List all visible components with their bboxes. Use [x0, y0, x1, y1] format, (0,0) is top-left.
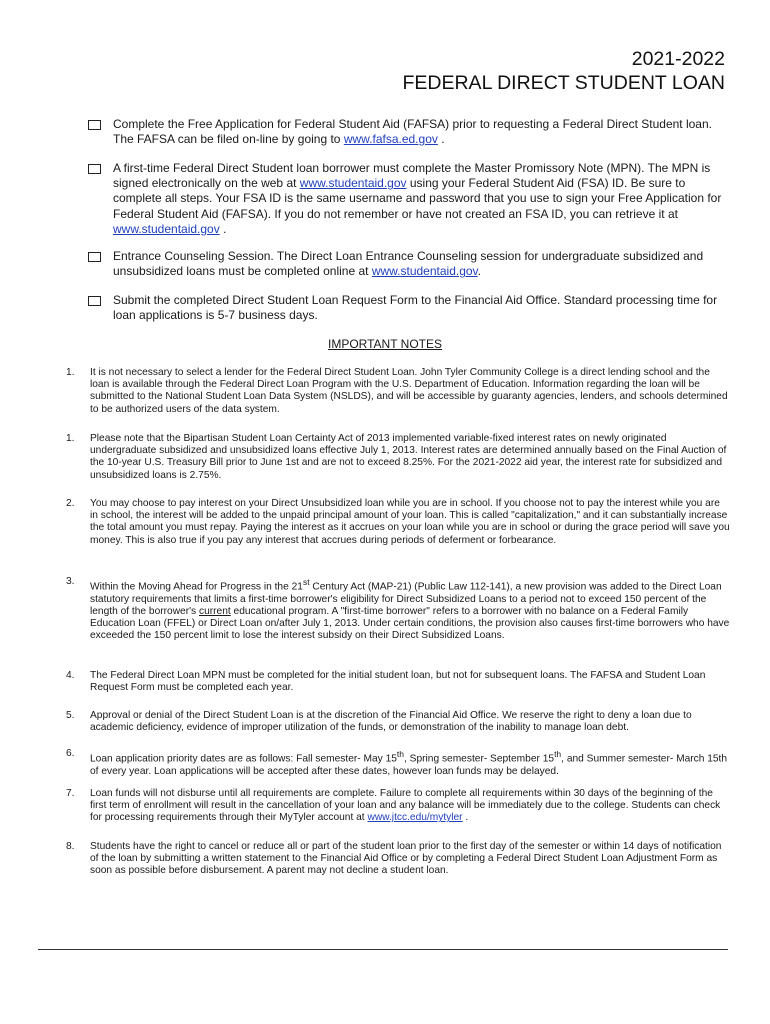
note-item: [66, 670, 730, 694]
document-header: [402, 47, 725, 95]
studentaid-link[interactable]: www.studentaid.gov: [299, 176, 407, 191]
note-text: Loan application priority dates are as follows: Fall semester- May 15th, Spring semester- September 15th, and Summer semester- March 15th of every year. Loan applications will be accepted after these dates, however loan funds may be delayed.: [90, 749, 728, 777]
note-number: 8.: [66, 841, 75, 852]
note-text: You may choose to pay interest on your Direct Unsubsidized loan while you are in school. If you choose not to pay the interest while you are in school, the interest will be added to the unpaid principal amount of your loan. This is called "capitalization," and it can substantially increase the total amount you must repay. Paying the interest as it accrues on your loan while you are in school or during the grace period will save you money. This is also true if you pay any interest that accrues during periods of deferment or forbearance.: [90, 498, 730, 546]
note-item: [66, 576, 730, 642]
note-item: [66, 367, 730, 416]
note-number: 3.: [66, 576, 75, 587]
note-number: 1.: [66, 367, 75, 378]
note-item: [66, 788, 730, 825]
request-form-checkbox[interactable]: [88, 296, 101, 306]
mpn-checkbox[interactable]: [88, 164, 101, 174]
studentaid-link[interactable]: www.studentaid.gov: [371, 264, 478, 279]
studentaid-link[interactable]: www.studentaid.gov: [113, 221, 220, 236]
note-number: 6.: [66, 748, 75, 759]
note-text: Please note that the Bipartisan Student Loan Certainty Act of 2013 implemented variable-fixed interest rates on newly originated undergraduate subsidized and unsubsidized loans effective July 1, 2013. Interest rates are determined annually based on the Final Auction of the 10-year U.S. Treasury Bill prior to June 1st and are not to exceed 8.25%. For the 2021-2022 aid year, the interest rate for subsidized and unsubsidized loans is 2.75%.: [90, 433, 727, 481]
note-number: 2.: [66, 498, 75, 509]
aid-year: 2021-2022: [631, 48, 725, 70]
checklist-item-request-form: [88, 293, 728, 323]
note-item: [66, 498, 730, 547]
note-text: Students have the right to cancel or reduce all or part of the student loan prior to the first day of the semester or within 14 days of notification of the loan by submitting a written statement to the Financial Aid Office or by completing a Federal Direct Student Loan Adjustment Form as soon as possible before disbursement. A parent may not decline a student loan.: [90, 841, 722, 877]
checklist-item-counseling: [88, 249, 728, 279]
note-item: [66, 748, 730, 778]
fafsa-checkbox[interactable]: [88, 120, 101, 130]
note-text: The Federal Direct Loan MPN must be completed for the initial student loan, but not for subsequent loans. The FAFSA and Student Loan Request Form must be completed each year.: [90, 670, 706, 694]
note-item: [66, 710, 730, 734]
checklist-text: Entrance Counseling Session. The Direct Loan Entrance Counseling session for undergraduate subsidized and unsubsidized loans must be completed online at www.studentaid.gov.: [113, 249, 704, 279]
checklist-item-mpn: [88, 161, 728, 237]
note-text: Loan funds will not disburse until all requirements are complete. Failure to complete all requirements within 30 days of the beginning of the first term of enrollment will result in the cancellation of your loan and any balance will be immediately due to the college. Students can check for processing requirements through their MyTyler account at www.jtcc.edu/mytyler .: [90, 788, 721, 824]
checklist-text: Complete the Free Application for Federal Student Aid (FAFSA) prior to requesting a Federal Direct Student loan. The FAFSA can be filed on-line by going to www.fafsa.ed.gov .: [113, 117, 712, 147]
note-text: Approval or denial of the Direct Student Loan is at the discretion of the Financial Aid Office. We reserve the right to deny a loan due to academic deficiency, evidence of improper utilization of the funds, or demonstration of the inability to manage loan debt.: [90, 710, 692, 734]
note-text: It is not necessary to select a lender for the Federal Direct Student Loan. John Tyler Community College is a direct lending school and the loan is available through the Federal Direct Loan Program with the U.S. Department of Education. Information regarding the loan will be submitted to the National Student Loan Data System (NSLDS), and will be accessible by guaranty agencies, lenders, and schools determined to be authorized users of the data system.: [90, 367, 728, 415]
note-item: [66, 433, 730, 482]
note-number: 4.: [66, 670, 75, 681]
important-notes-heading: IMPORTANT NOTES: [327, 337, 442, 351]
note-number: 7.: [66, 788, 75, 799]
checklist-text: A first-time Federal Direct Student loan borrower must complete the Master Promissory Note (MPN). The MPN is signed electronically on the web at www.studentaid.gov using your Federal Student Aid (FSA) ID. Be sure to complete all steps. Your FSA ID is the same username and password that you use to sign your Free Application for Federal Student Aid (FAFSA). If you do not remember or have not created an FSA ID, you can retrieve it at www.studentaid.gov .: [113, 161, 722, 236]
counseling-checkbox[interactable]: [88, 252, 101, 262]
note-text: Within the Moving Ahead for Progress in the 21st Century Act (MAP-21) (Public Law 112-141), a new provision was added to the Direct Loan statutory requirements that limits a first-time borrower's eligibility for Direct Subsidized Loans to a period not to exceed 150 percent of the length of the borrower's current educational program. A "first-time borrower" refers to a borrower with no balance on a Federal Family Education Loan (FFEL) or Direct Loan on/after July 1, 2013. Under certain conditions, the provision also causes first-time borrowers who have exceeded the 150 percent limit to lose the interest subsidy on their Direct Subsidized Loans.: [90, 577, 730, 642]
checklist-text: Submit the completed Direct Student Loan Request Form to the Financial Aid Office. Standard processing time for loan applications is 5-7 business days.: [113, 293, 718, 323]
mytyler-link[interactable]: www.jtcc.edu/mytyler: [367, 812, 463, 824]
note-number: 5.: [66, 710, 75, 721]
page-title: FEDERAL DIRECT STUDENT LOAN: [402, 72, 725, 94]
note-item: [66, 841, 730, 878]
note-number: 1.: [66, 433, 75, 444]
footer-divider: [38, 949, 728, 950]
fafsa-link[interactable]: www.fafsa.ed.gov: [343, 132, 438, 147]
checklist-item-fafsa: [88, 117, 728, 147]
